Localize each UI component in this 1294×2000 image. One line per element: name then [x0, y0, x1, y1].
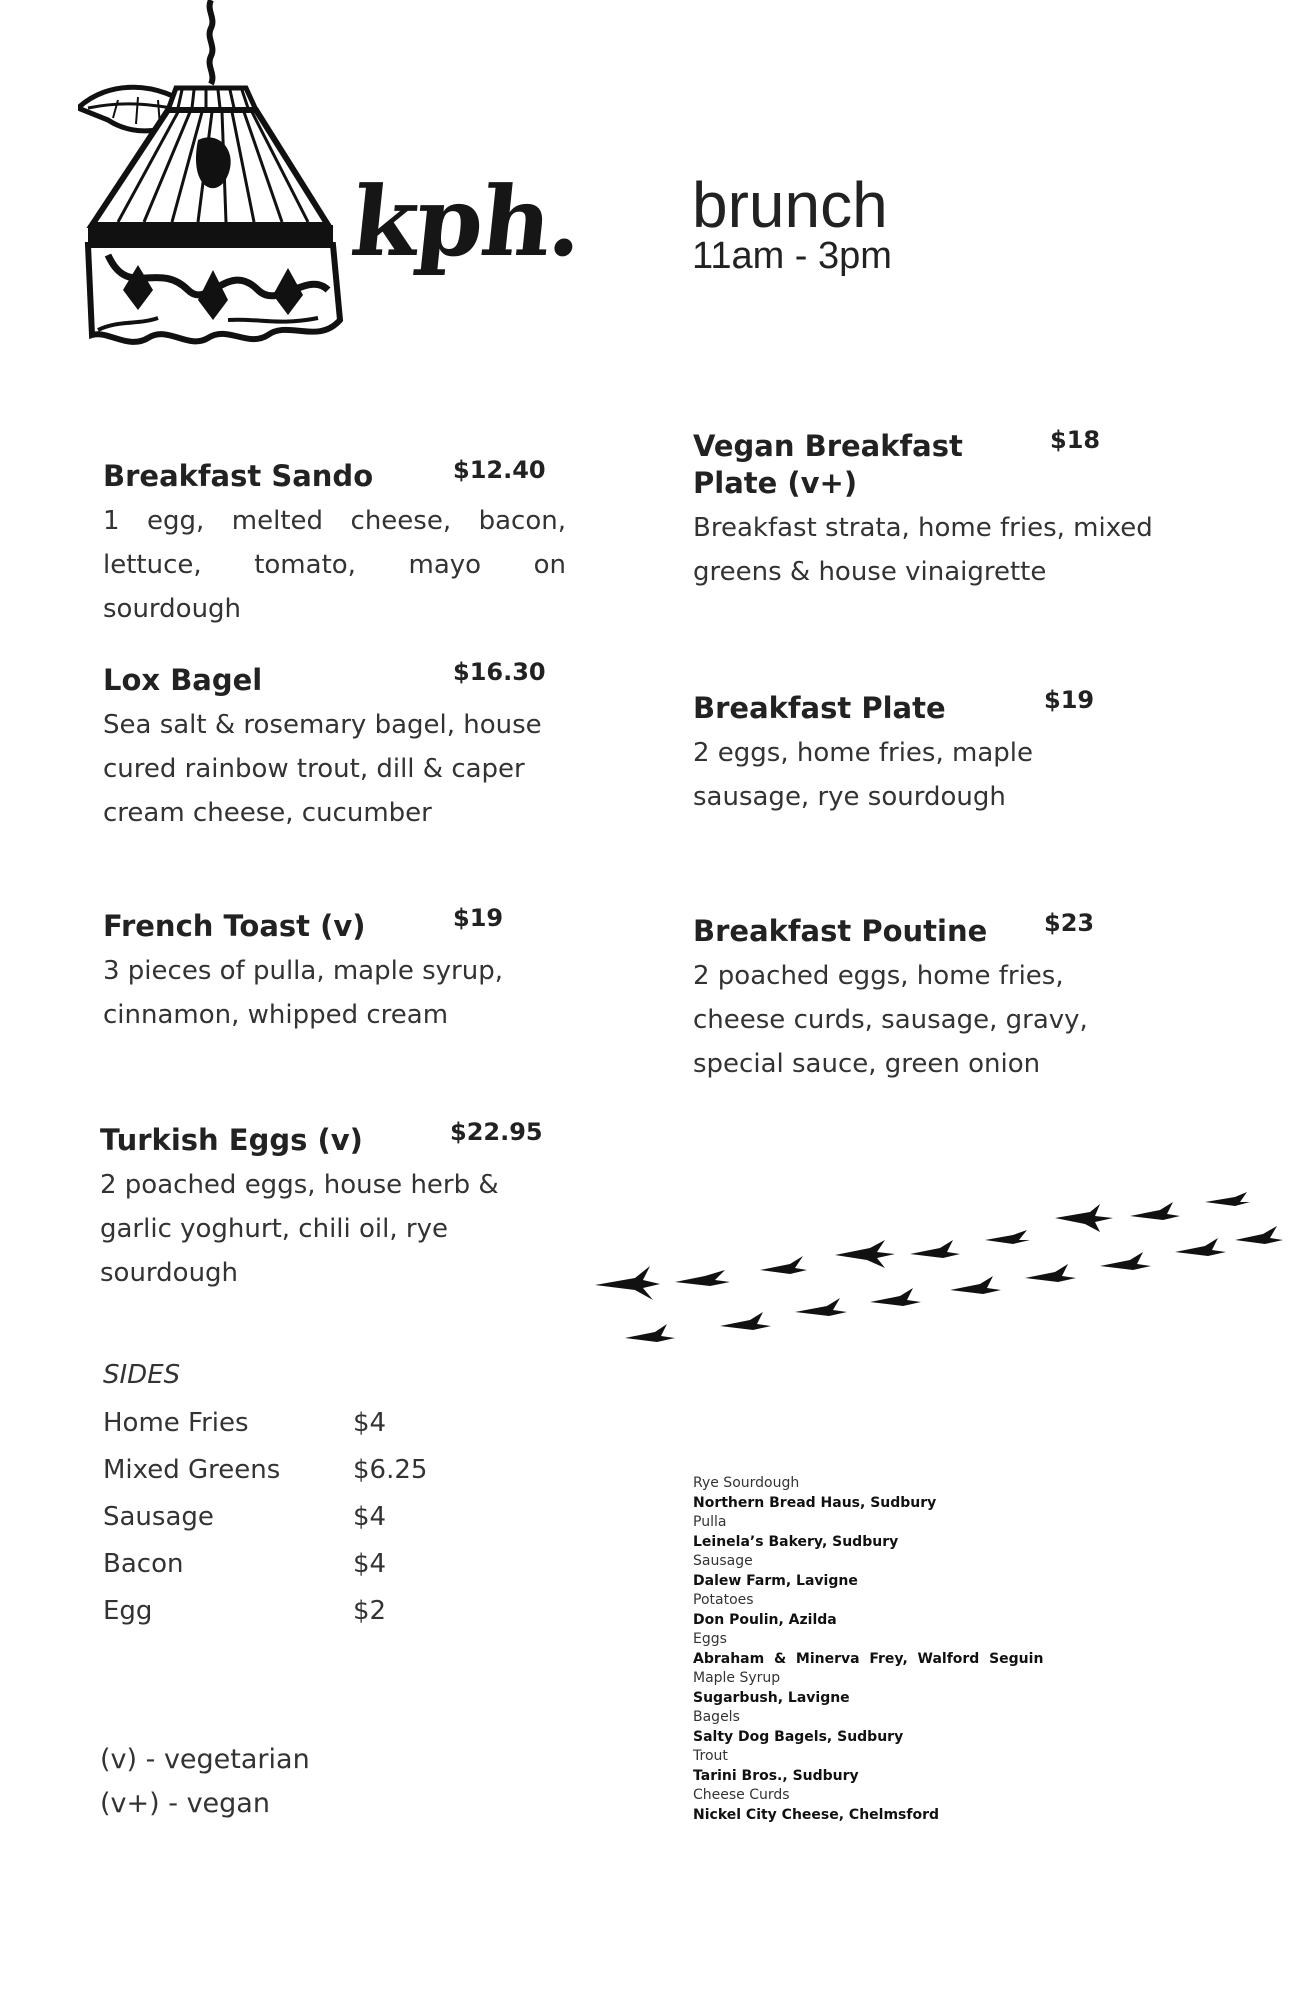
item-description: Breakfast strata, home fries, mixed greens & house vinaigrette: [693, 513, 1153, 587]
supplier-item: Sausage: [693, 1553, 753, 1569]
side-item: [103, 1408, 387, 1438]
item-price: $12.40: [453, 456, 546, 484]
supplier-source: Don Poulin, Azilda: [693, 1611, 837, 1628]
meal-hours: 11am - 3pm: [692, 235, 892, 277]
item-price: $18: [1050, 426, 1101, 454]
side-price: $2: [353, 1596, 387, 1626]
item-description: 2 poached eggs, house herb & garlic yoghurt, chili oil, rye sourdough: [100, 1170, 499, 1288]
supplier-source: Northern Bread Haus, Sudbury: [693, 1494, 937, 1511]
side-item: [103, 1455, 428, 1485]
menu-item: [103, 658, 566, 835]
legend-vegan: (v+) - vegan: [100, 1788, 270, 1819]
supplier-item: Rye Sourdough: [693, 1475, 800, 1491]
side-price: $4: [353, 1549, 387, 1579]
supplier-item: Trout: [693, 1748, 728, 1764]
supplier-source: Leinela’s Bakery, Sudbury: [693, 1533, 899, 1550]
side-price: $4: [353, 1408, 387, 1438]
menu-item: [693, 909, 1163, 1086]
supplier-item: Eggs: [693, 1631, 727, 1647]
item-name: French Toast (v): [103, 909, 366, 943]
side-name: Home Fries: [103, 1408, 249, 1438]
side-item: [103, 1549, 387, 1579]
supplier-item: Bagels: [693, 1709, 740, 1725]
item-price: $19: [1044, 686, 1095, 714]
birds-illustration-icon: [595, 1190, 1285, 1355]
menu-item: [100, 1118, 570, 1295]
supplier-source: Nickel City Cheese, Chelmsford: [693, 1806, 940, 1823]
side-name: Egg: [103, 1596, 153, 1626]
menu-item: [693, 686, 1163, 819]
item-name: Breakfast Plate: [693, 691, 946, 725]
item-description: 3 pieces of pulla, maple syrup, cinnamon, whipped cream: [103, 956, 503, 1030]
item-description: Sea salt & rosemary bagel, house cured rainbow trout, dill & caper cream cheese, cucumber: [103, 710, 542, 828]
side-item: [103, 1596, 387, 1626]
legend-vegetarian: (v) - vegetarian: [100, 1744, 310, 1775]
item-price: $22.95: [450, 1118, 543, 1146]
dietary-legend: [100, 1738, 310, 1826]
menu-item: [103, 458, 566, 631]
supplier-source: Salty Dog Bagels, Sudbury: [693, 1728, 904, 1745]
side-name: Mixed Greens: [103, 1455, 281, 1485]
side-price: $4: [353, 1502, 387, 1532]
lamp-illustration-icon: [78, 0, 358, 345]
meal-title: brunch: [692, 169, 888, 241]
item-name: Vegan Breakfast Plate (v+): [693, 429, 963, 500]
supplier-item: Maple Syrup: [693, 1670, 781, 1686]
item-name: Turkish Eggs (v): [100, 1123, 363, 1157]
supplier-item: Cheese Curds: [693, 1787, 790, 1803]
supplier-source: Tarini Bros., Sudbury: [693, 1767, 859, 1784]
side-price: $6.25: [353, 1455, 428, 1485]
item-name: Breakfast Sando: [103, 459, 374, 493]
item-description: 2 poached eggs, home fries, cheese curds, sausage, gravy, special sauce, green onion: [693, 961, 1088, 1079]
item-description: 1 egg, melted cheese, bacon, lettuce, tomato, mayo on sourdough: [103, 506, 566, 624]
supplier-item: Potatoes: [693, 1592, 754, 1608]
supplier-source: Dalew Farm, Lavigne: [693, 1572, 858, 1589]
item-name: Lox Bagel: [103, 663, 263, 697]
item-price: $19: [453, 904, 504, 932]
menu-item: [693, 428, 1163, 594]
side-name: Bacon: [103, 1549, 184, 1579]
supplier-item: Pulla: [693, 1514, 727, 1530]
item-price: $23: [1044, 909, 1095, 937]
side-item: [103, 1502, 387, 1532]
item-price: $16.30: [453, 658, 546, 686]
supplier-source: Sugarbush, Lavigne: [693, 1689, 850, 1706]
supplier-source: Abraham & Minerva Frey, Walford Seguin: [693, 1650, 1044, 1667]
supplier-list: [693, 1474, 1043, 1825]
item-name: Breakfast Poutine: [693, 914, 988, 948]
item-description: 2 eggs, home fries, maple sausage, rye sourdough: [693, 738, 1033, 812]
sides-title: SIDES: [103, 1360, 181, 1390]
side-name: Sausage: [103, 1502, 214, 1532]
logo-wordmark: kph.: [346, 165, 587, 278]
menu-item: [103, 904, 566, 1037]
